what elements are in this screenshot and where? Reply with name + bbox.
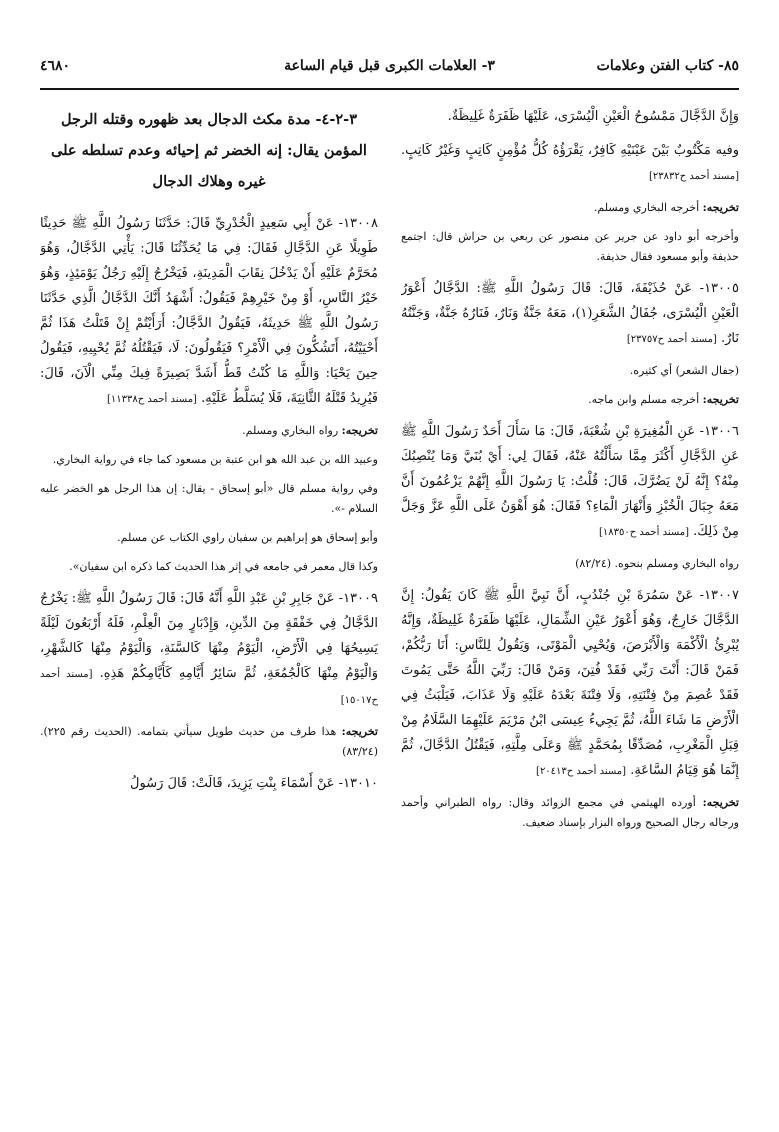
commentary-note: وأبو إسحاق هو إبراهيم بن سفيان راوي الكتاب عن مسلم. [117,531,378,544]
hadith-reference: [مسند أحمد ح٢٣٨٣٢] [648,171,739,182]
hadith-13005: ١٣٠٠٥- عَنْ حُذَيْفَةَ، قَالَ: قَالَ رَسُولُ اللَّهِ ﷺ: الدَّجَّالُ أَعْوَرُ الْعَيْنِ الْيُسْرَى، جُفَالُ الشَّعَرِ(١)، مَعَهُ جَنَّةٌ وَنَارٌ، فَنَارُهُ جَنَّةٌ، وَجَنَّتُهُ نَارٌ. [مسند أحمد ح٢٣٧٥٧] [401,281,739,346]
page-number: ٤٦٨٠ [40,58,71,74]
hadith-continuation: وَإِنَّ الدَّجَّالَ مَمْسُوحُ الْعَيْنِ الْيُسْرَى، عَلَيْهَا ظَفَرَةٌ غَلِيظَةٌ. [447,109,739,124]
commentary-note: وعبيد الله بن عبد الله هو ابن عتبة بن مسعود كما جاء في رواية البخاري. [52,453,378,466]
hadith-13007: ١٣٠٠٧- عَنْ سَمُرَةَ بْنِ جُنْدُبٍ، أَنَّ نَبِيَّ اللَّهِ ﷺ كَانَ يَقُولُ: إِنَّ الدَّجَّالَ خَارِجٌ، وَهُوَ أَعْوَرُ عَيْنِ الشِّمَالِ، عَلَيْهَا ظَفَرَةٌ غَلِيظَةٌ، وَإِنَّهُ يُبْرِئُ الْأَكْمَهَ وَالْأَبْرَصَ، وَيُحْيِي الْمَوْتَى، وَيَقُولُ لِلنَّاسِ: أَنَا رَبُّكُمْ، فَمَنْ قَالَ: أَنْتَ رَبِّي فَقَدْ فُتِنَ، وَمَنْ قَالَ: رَبِّيَ اللَّهُ حَتَّى يَمُوتَ فَقَدْ عُصِمَ مِنْ فِتْنَتِهِ، وَلَا فِتْنَةَ بَعْدَهُ عَلَيْهِ وَلَا عَذَابَ، فَيَلْبَثُ فِي الْأَرْضِ مَا شَاءَ اللَّهُ، ثُمَّ يَجِيءُ عِيسَى ابْنُ مَرْيَمَ عَلَيْهِمَا السَّلَامُ مِنْ قِبَلِ الْمَغْرِبِ، مُصَدِّقًا بِمُحَمَّدٍ ﷺ وَعَلَى مِلَّتِهِ، فَيَقْتُلُ الدَّجَّالَ، ثُمَّ إِنَّمَا هُوَ قِيَامُ السَّاعَةِ. [مسند أحمد ح٢٠٤١٣] [401,588,739,778]
hadith-13009: ١٣٠٠٩- عَنْ جَابِرِ بْنِ عَبْدِ اللَّهِ أَنَّهُ قَالَ: قَالَ رَسُولُ اللَّهِ ﷺ: يَخْرُجُ الدَّجَّالُ فِي خَفْقَةٍ مِنَ الدِّينِ، وَإِدْبَارٍ مِنَ الْعِلْمِ، فَلَهُ أَرْبَعُونَ لَيْلَةً يَسِيحُهَا فِي الْأَرْضِ، الْيَوْمُ مِنْهَا كَالسَّنَةِ، وَالْيَوْمُ مِنْهَا كَالشَّهْرِ، وَالْيَوْمُ مِنْهَا كَالْجُمُعَةِ، ثُمَّ سَائِرُ أَيَّامِهِ كَأَيَّامِكُمْ هَذِهِ. [مسند أحمد ح١٥٠١٧] [40,591,378,706]
commentary-note: رواه البخاري ومسلم بنحوه. (٨٢/٢٤) [575,557,739,570]
takhrij-label: تخريجه: [702,393,739,406]
header-divider [40,88,739,90]
takhrij-note: تخريجه: أخرجه البخاري ومسلم. [593,201,739,214]
hadith-reference: [مسند أحمد ح١٨٣٥٠] [599,527,690,538]
takhrij-label: تخريجه: [702,201,739,214]
hadith-reference: [مسند أحمد ح١١٣٣٨] [106,394,197,405]
commentary-note: وكذا قال معمر في جامعه في إثر هذا الحديث كما ذكره ابن سفيان». [69,560,378,573]
gloss-note: (جفال الشعر) أي كثيره. [629,364,739,377]
hadith-variant: وفيه مَكْتُوبٌ بَيْنَ عَيْنَيْهِ كَافِرٌ، يَقْرَؤُهُ كُلُّ مُؤْمِنٍ كَاتِبٍ وَغَيْرُ كَاتِبٍ. [مسند أحمد ح٢٣٨٣٢] [401,143,739,182]
takhrij-note: تخريجه: رواه البخاري ومسلم. [242,424,378,437]
takhrij-label: تخريجه: [702,796,739,809]
hadith-reference: [مسند أحمد ح٢٠٤١٣] [536,766,627,777]
header-chapter-title: ٣- العلامات الكبرى قبل قيام الساعة [284,58,495,74]
takhrij-note: تخريجه: أخرجه مسلم وابن ماجه. [588,393,739,406]
hadith-13008: ١٣٠٠٨- عَنْ أَبِي سَعِيدٍ الْخُدْرِيِّ قَالَ: حَدَّثَنَا رَسُولُ اللَّهِ ﷺ حَدِيثًا طَوِيلًا عَنِ الدَّجَّالِ فَقَالَ: فِي مَا يُحَدِّثُنَا قَالَ: يَأْتِي الدَّجَّالُ، وَهُوَ مُحَرَّمٌ عَلَيْهِ أَنْ يَدْخُلَ نِقَابَ الْمَدِينَةِ، فَيَخْرُجُ إِلَيْهِ رَجُلٌ يَوْمَئِذٍ، وَهُوَ خَيْرُ النَّاسِ، أَوْ مِنْ خَيْرِهِمْ فَيَقُولُ: أَشْهَدُ أَنَّكَ الدَّجَّالُ الَّذِي حَدَّثَنَا رَسُولُ اللَّهِ ﷺ حَدِيثَهُ، فَيَقُولُ الدَّجَّالُ: أَرَأَيْتُمْ إِنْ قَتَلْتُ هَذَا ثُمَّ أَحْيَيْتُهُ، أَتَشُكُّونَ فِي الْأَمْرِ؟ فَيَقُولُونَ: لَا، فَيَقْتُلُهُ ثُمَّ يُحْيِيهِ، فَيَقُولُ حِينَ يَحْيَا: وَاللَّهِ مَا كُنْتُ قَطُّ أَشَدَّ بَصِيرَةً فِيكَ مِنِّي الْآنَ، قَالَ: فَيُرِيدُ قَتْلَهُ الثَّانِيَةَ، فَلَا يُسَلَّطُ عَلَيْهِ. [مسند أحمد ح١١٣٣٨] [40,216,378,406]
section-title: ٣-٢-٤- مدة مكث الدجال بعد ظهوره وقتله الرجل المؤمن يقال: إنه الخضر ثم إحيائه وعدم تسلطه على غيره وهلاك الدجال [51,111,367,190]
commentary-note: وأخرجه أبو داود عن جرير عن منصور عن ربعي بن حراش قال: اجتمع حذيفة وأبو مسعود فقال حذيفة. [401,230,739,263]
takhrij-label: تخريجه: [341,424,378,437]
hadith-reference: [مسند أحمد ح١٥٠١٧] [40,669,378,706]
running-header [40,48,739,92]
takhrij-note: تخريجه: هذا طرف من حديث طويل سيأتي بتمامه. (الحديث رقم ٢٢٥). (٨٣/٢٤) [40,725,378,758]
commentary-note: وفي رواية مسلم قال «أبو إسحاق - يقال: إن هذا الرجل هو الخضر عليه السلام -». [40,482,378,515]
header-book-title: ٨٥- كتاب الفتن وعلامات [596,58,739,74]
right-column [401,104,739,1104]
hadith-13006: ١٣٠٠٦- عَنِ الْمُغِيرَةِ بْنِ شُعْبَةَ، قَالَ: مَا سَأَلَ أَحَدٌ رَسُولَ اللَّهِ ﷺ عَنِ الدَّجَّالِ أَكْثَرَ مِمَّا سَأَلْتُهُ عَنْهُ، فَقَالَ لِي: أَيْ بُنَيَّ وَمَا يُنْصِبُكَ مِنْهُ؟ إِنَّهُ لَنْ يَضُرَّكَ، قَالَ: قُلْتُ: يَا رَسُولَ اللَّهِ إِنَّهُمْ يَزْعُمُونَ أَنَّ مَعَهُ جِبَالَ الْخُبْزِ وَأَنْهَارَ الْمَاءِ؟ فَقَالَ: هُوَ أَهْوَنُ عَلَى اللَّهِ عَزَّ وَجَلَّ مِنْ ذَلِكَ. [مسند أحمد ح١٨٣٥٠] [401,424,739,539]
left-column [40,104,378,1104]
takhrij-note: تخريجه: أورده الهيثمي في مجمع الزوائد وقال: رواه الطبراني وأحمد ورجاله رجال الصحيح ورواه البزار بإسناد ضعيف. [401,796,739,829]
hadith-13010: ١٣٠١٠- عَنْ أَسْمَاءَ بِنْتِ يَزِيدَ، قَالَتْ: قَالَ رَسُولُ [130,776,378,791]
takhrij-label: تخريجه: [341,725,378,738]
hadith-reference: [مسند أحمد ح٢٣٧٥٧] [626,334,717,345]
